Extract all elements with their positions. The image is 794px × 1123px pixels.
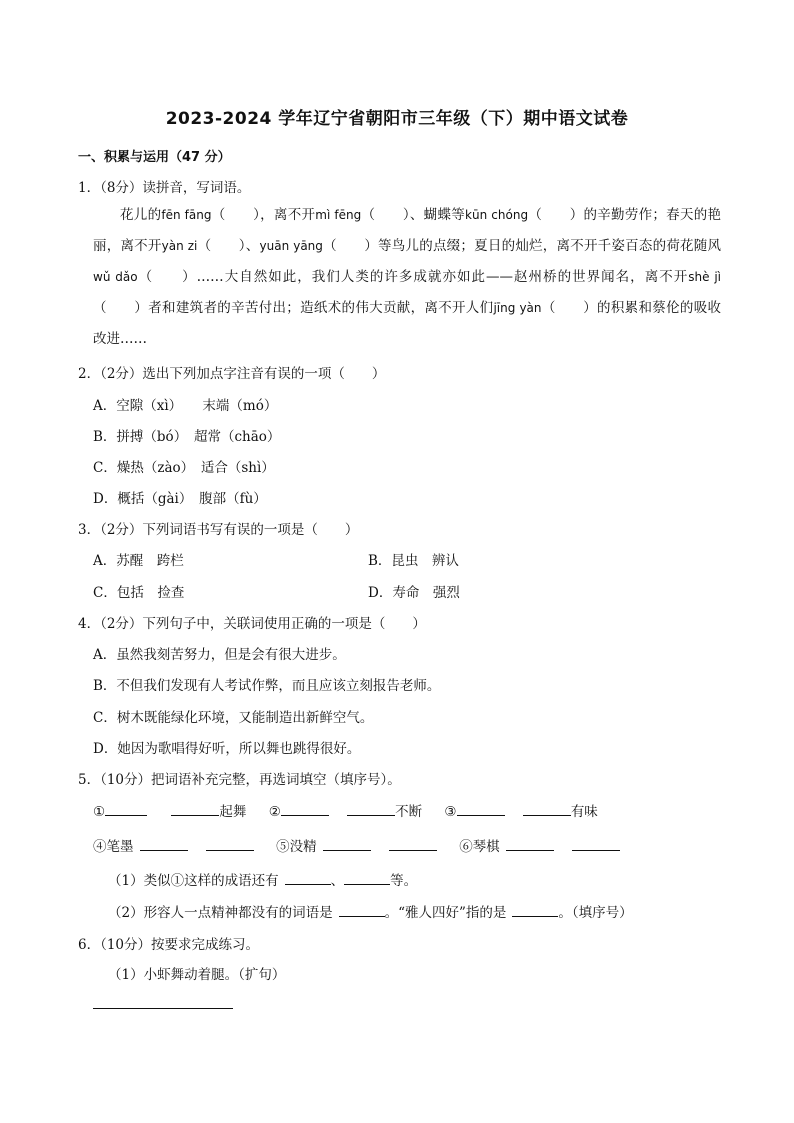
fill-blank[interactable]: [389, 838, 437, 851]
idiom-row-2: ④笔墨 ⑤没精 ⑥琴棋: [93, 835, 620, 855]
question-2-option-a[interactable]: A．空隙（xì） 末端（mó）: [93, 398, 278, 414]
pinyin-prompt: mì fēng: [315, 208, 362, 222]
question-4-option-b[interactable]: B．不但我们发现有人考试作弊，而且应该立刻报告老师。: [93, 678, 441, 694]
question-5-stem: 5．（10分）把词语补充完整，再选词填空（填序号）。: [78, 772, 401, 788]
pinyin-prompt: kūn chóng: [465, 208, 529, 222]
answer-line[interactable]: [93, 1008, 233, 1009]
question-2-option-c[interactable]: C．燥热（zào） 适合（shì）: [93, 460, 275, 476]
question-4-stem: 4．（2分）下列句子中，关联词使用正确的一项是（ ）: [78, 616, 426, 632]
fill-blank[interactable]: [281, 803, 329, 816]
question-3-stem: 3．（2分）下列词语书写有误的一项是（ ）: [78, 522, 359, 538]
fill-blank[interactable]: [206, 838, 254, 851]
fill-blank[interactable]: [572, 838, 620, 851]
question-6-sub-1: （1）小虾舞动着腿。（扩句）: [108, 967, 286, 983]
exam-title: 2023-2024 学年辽宁省朝阳市三年级（下）期中语文试卷: [165, 109, 629, 129]
question-2-option-d[interactable]: D．概括（gài） 腹部（fù）: [93, 491, 267, 507]
fill-blank[interactable]: [512, 904, 558, 917]
question-3-option-b[interactable]: B．昆虫 辨认: [368, 553, 459, 569]
question-5-sub-2: （2）形容人一点精神都没有的词语是 。“雅人四好”指的是 。（填序号）: [108, 905, 633, 921]
fill-blank[interactable]: [171, 803, 219, 816]
fill-blank[interactable]: [344, 872, 390, 885]
fill-blank[interactable]: [506, 838, 554, 851]
pinyin-prompt: fēn fāng: [161, 208, 212, 222]
fill-blank[interactable]: [105, 803, 147, 816]
pinyin-prompt: shè jì: [688, 270, 722, 284]
fill-blank[interactable]: [457, 803, 505, 816]
question-4-option-d[interactable]: D．她因为歌唱得好听，所以舞也跳得很好。: [93, 741, 361, 757]
idiom-row-1: ① 起舞 ② 不断 ③ 有味: [93, 804, 598, 820]
question-3-option-d[interactable]: D．寿命 强烈: [368, 585, 460, 601]
pinyin-prompt: wǔ dǎo: [93, 270, 138, 284]
fill-blank[interactable]: [339, 904, 385, 917]
question-3-option-c[interactable]: C．包括 捡查: [93, 585, 185, 601]
question-4-option-c[interactable]: C．树木既能绿化环境，又能制造出新鲜空气。: [93, 710, 374, 726]
question-2-stem: 2．（2分）选出下列加点字注音有误的一项（ ）: [78, 366, 386, 382]
fill-blank[interactable]: [347, 803, 395, 816]
fill-blank[interactable]: [140, 838, 188, 851]
pinyin-prompt: yuān yāng: [259, 239, 323, 253]
question-5-sub-1: （1）类似①这样的成语还有 、 等。: [108, 873, 418, 889]
question-4-option-a[interactable]: A．虽然我刻苦努力，但是会有很大进步。: [93, 647, 346, 663]
question-3-option-a[interactable]: A．苏醒 跨栏: [93, 553, 184, 569]
question-1-stem: 1．（8分）读拼音，写词语。: [78, 180, 251, 196]
question-2-option-b[interactable]: B．拼搏（bó） 超常（chāo）: [93, 429, 281, 445]
question-6-stem: 6．（10分）按要求完成练习。: [78, 937, 260, 953]
section-heading: 一、积累与运用（47 分）: [78, 150, 231, 165]
fill-blank[interactable]: [323, 838, 371, 851]
question-1-passage: 花儿的fēn fāng（ ），离不开mì fēng（ ）、蝴蝶等kūn chóng（ ）的辛勤劳作；春天的艳丽，离不开yàn zi（ ）、yuān yāng（ ）等鸟儿的点缀；夏日的灿烂，离不开千姿百态的荷花随风wǔ dǎo（ ）……大自然如此，我们人类的许多成就亦如此——赵州桥的世界闻名，离不开shè jì（ ）者和建筑者的辛苦付出；造纸术的伟大贡献，离不开人们jīng yàn（ ）的积累和蔡伦的吸收改进……: [93, 207, 722, 347]
pinyin-prompt: jīng yàn: [493, 301, 542, 315]
pinyin-prompt: yàn zi: [161, 239, 198, 253]
fill-blank[interactable]: [523, 803, 571, 816]
fill-blank[interactable]: [285, 872, 331, 885]
